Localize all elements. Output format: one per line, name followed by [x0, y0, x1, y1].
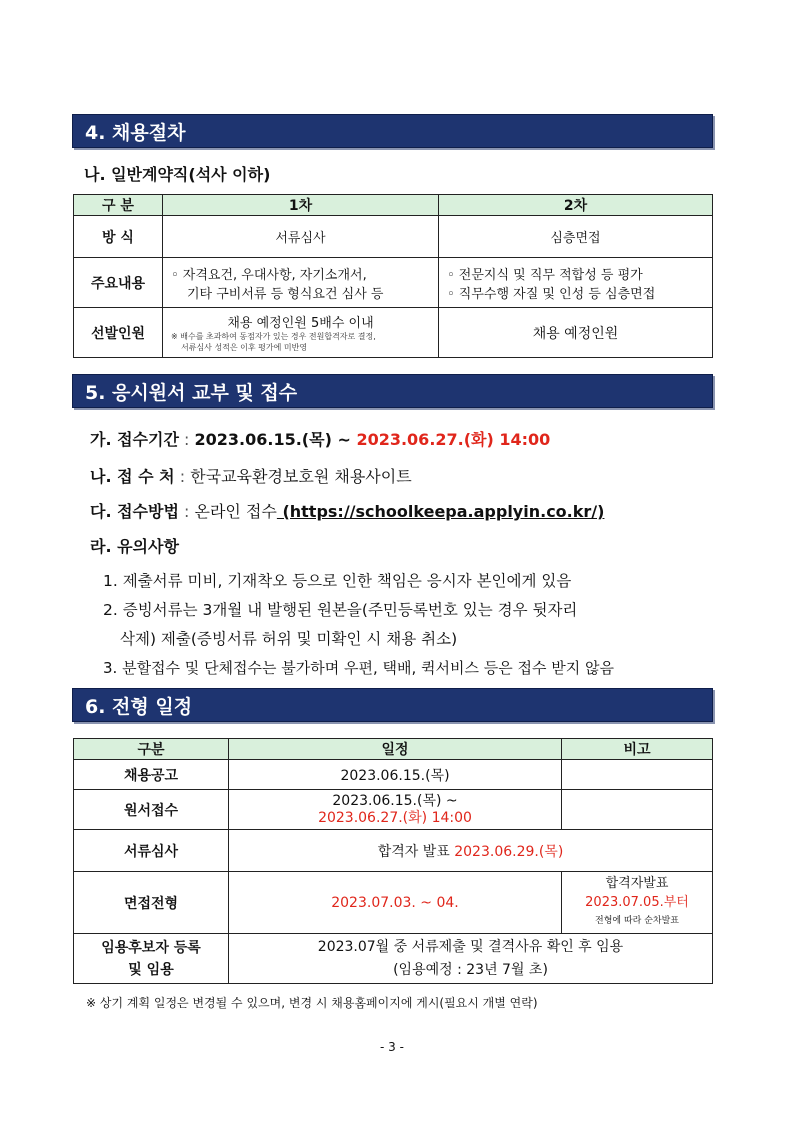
note-item-3: 3. 분할접수 및 단체접수는 불가하며 우편, 택배, 퀵서비스 등은 접수 받지 않음 — [103, 659, 614, 677]
schedule-row-apply-date — [229, 790, 562, 830]
schedule-row-interview-remark — [562, 872, 713, 934]
header-category: 구 분 — [74, 195, 163, 216]
row-method-label: 방 식 — [74, 216, 163, 258]
appoint-text-line2: (임용예정 : 23년 7월 초) — [393, 961, 548, 978]
appoint-label-line1: 임용후보자 등록 — [101, 939, 201, 956]
method-line — [90, 499, 604, 522]
row-selection-round1 — [163, 308, 439, 358]
schedule-row-document-date — [229, 830, 713, 872]
document-result-date: 2023.06.29.(목) — [454, 843, 564, 860]
row-method-round1: 서류심사 — [163, 216, 439, 258]
schedule-row-interview-label: 면접전형 — [74, 872, 229, 934]
schedule-row-interview-date: 2023.07.03. ~ 04. — [229, 872, 562, 934]
interview-remark-line2: 2023.07.05.부터 — [585, 895, 689, 910]
method-value: 온라인 접수 — [194, 502, 277, 521]
notes-heading: 라. 유의사항 — [90, 537, 179, 556]
content-round2-line2: ◦ 직무수행 자질 및 인성 등 심층면접 — [447, 286, 656, 302]
appoint-label-line2: 및 임용 — [128, 961, 174, 978]
schedule-header-date: 일정 — [229, 739, 562, 760]
row-content-label: 주요내용 — [74, 258, 163, 308]
page-number: - 3 - — [380, 1040, 404, 1054]
schedule-row-document-label: 서류심사 — [74, 830, 229, 872]
period-line — [90, 427, 550, 450]
row-content-round1 — [163, 258, 439, 308]
apply-date-start: 2023.06.15.(목) ~ — [332, 792, 458, 809]
note-item-2-cont: 삭제) 제출(증빙서류 허위 및 미확인 시 채용 취소) — [120, 630, 458, 648]
apply-site-link[interactable]: (https://schoolkeepa.applyin.co.kr/) — [276, 502, 605, 521]
schedule-footnote: ※ 상기 계획 일정은 변경될 수 있으며, 변경 시 채용홈페이지에 게시(필요시 개별 연락) — [86, 996, 538, 1010]
section-4-subheading: 나. 일반계약직(석사 이하) — [84, 165, 271, 184]
document-result-text: 합격자 발표 — [377, 843, 455, 860]
schedule-row-appoint-date — [229, 934, 713, 984]
period-end: 2023.06.27.(화) 14:00 — [356, 430, 551, 449]
header-round2: 2차 — [439, 195, 713, 216]
schedule-table — [73, 738, 713, 984]
schedule-header-category: 구분 — [74, 739, 229, 760]
selection-round1-note2: 서류심사 성적은 이후 평가에 미반영 — [181, 343, 308, 352]
selection-round1-main: 채용 예정인원 5배수 이내 — [227, 316, 374, 331]
section-4-title: 4. 채용절차 — [72, 114, 713, 148]
selection-round1-note1: ※ 배수를 초과하여 동점자가 있는 경우 전원합격자로 결정, — [171, 332, 376, 341]
schedule-header-remark: 비고 — [562, 739, 713, 760]
schedule-row-announce-remark — [562, 760, 713, 790]
schedule-row-appoint-label — [74, 934, 229, 984]
interview-remark-line3: 전형에 따라 순차발표 — [595, 916, 679, 926]
place-value: 한국교육환경보호원 채용사이트 — [190, 467, 412, 486]
section-6-title: 6. 전형 일정 — [72, 688, 713, 722]
section-5-title: 5. 응시원서 교부 및 접수 — [72, 374, 713, 408]
header-round1: 1차 — [163, 195, 439, 216]
row-method-round2: 심층면접 — [439, 216, 713, 258]
note-item-2: 2. 증빙서류는 3개월 내 발행된 원본을(주민등록번호 있는 경우 뒷자리 — [103, 601, 578, 619]
row-selection-round2: 채용 예정인원 — [439, 308, 713, 358]
place-line — [90, 464, 412, 487]
apply-date-end: 2023.06.27.(화) 14:00 — [318, 809, 472, 826]
appoint-text-line1: 2023.07월 중 서류제출 및 결격사유 확인 후 임용 — [317, 938, 624, 955]
method-sep: : — [178, 502, 195, 521]
schedule-row-apply-label: 원서접수 — [74, 790, 229, 830]
row-selection-label: 선발인원 — [74, 308, 163, 358]
place-sep: : — [174, 467, 191, 486]
period-start: 2023.06.15.(목) ~ — [194, 430, 357, 449]
schedule-row-announce-label: 채용공고 — [74, 760, 229, 790]
schedule-row-announce-date: 2023.06.15.(목) — [229, 760, 562, 790]
note-item-1: 1. 제출서류 미비, 기재착오 등으로 인한 책임은 응시자 본인에게 있음 — [103, 572, 572, 590]
interview-remark-line1: 합격자발표 — [605, 876, 669, 891]
place-label: 나. 접 수 처 — [90, 467, 175, 486]
period-label: 가. 접수기간 — [90, 430, 179, 449]
content-round2-line1: ◦ 전문지식 및 직무 적합성 등 평가 — [447, 267, 643, 283]
schedule-row-apply-remark — [562, 790, 713, 830]
content-round1-line1: ◦ 자격요건, 우대사항, 자기소개서, — [171, 267, 367, 283]
period-sep: : — [178, 430, 195, 449]
method-label: 다. 접수방법 — [90, 502, 179, 521]
content-round1-line2: 기타 구비서류 등 형식요건 심사 등 — [187, 286, 384, 302]
row-content-round2 — [439, 258, 713, 308]
selection-procedure-table — [73, 194, 713, 358]
